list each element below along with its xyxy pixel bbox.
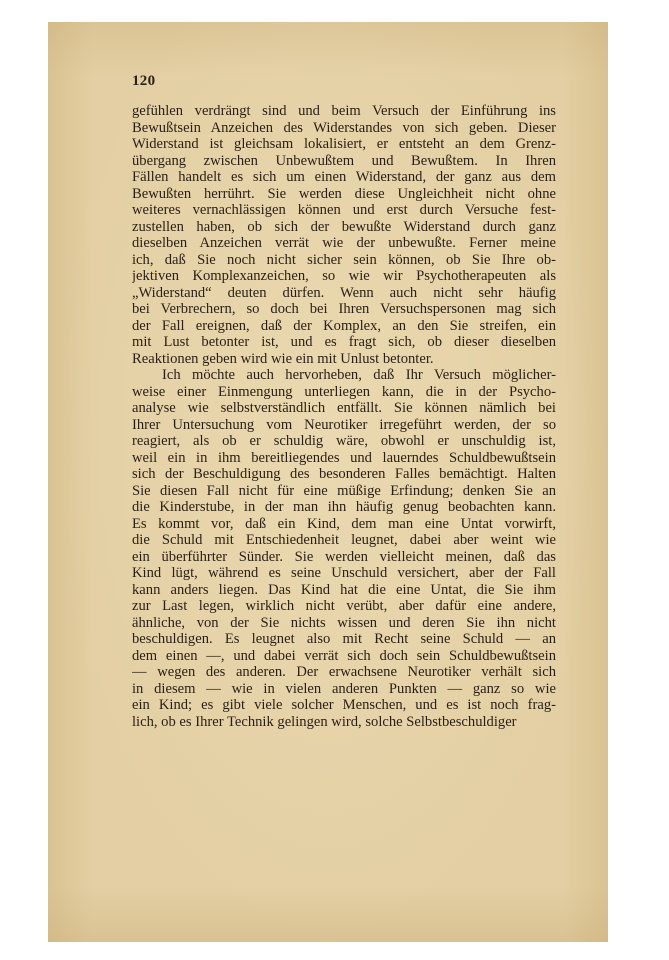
text-line: Bewußten herrührt. Sie werden diese Ungleichheit nicht ohne [132,185,556,202]
text-line: Bewußtsein Anzeichen des Widerstandes von sich geben. Dieser [132,119,556,136]
page-number: 120 [132,73,156,89]
text-line: zur Last legen, wirklich nicht verübt, aber dafür eine andere, [132,598,556,614]
paragraph [132,367,556,730]
body-text [132,103,556,730]
text-line: Ich möchte auch hervorheben, daß Ihr Versuch möglicher- [162,367,556,383]
text-line: reagiert, als ob er schuldig wäre, obwohl er unschuldig ist, [132,433,556,449]
text-line: Reaktionen geben wird wie ein mit Unlust betonter. [132,350,434,367]
text-line: weiteres vernachlässigen können und erst durch Versuche fest- [132,202,556,218]
text-line: Widerstand ist gleichsam lokalisiert, er entsteht an dem Grenz- [132,136,556,152]
text-line: analyse wie selbstverständlich entfällt. Sie können nämlich bei [132,400,556,416]
text-line: jektiven Komplexanzeichen, so wie wir Psychotherapeuten als [132,268,556,284]
text-line: weise einer Einmengung unterliegen kann, die in der Psycho- [132,383,556,400]
text-line: Sie diesen Fall nicht für eine müßige Erfindung; denken Sie an [132,482,556,499]
text-line: dieselben Anzeichen verrät wie der unbewußte. Ferner meine [132,235,556,251]
text-line: Ihrer Untersuchung vom Neurotiker irregeführt werden, der so [132,416,556,433]
text-line: der Fall ereignen, daß der Komplex, an den Sie streifen, ein [132,317,556,334]
text-line: „Widerstand“ deuten dürfen. Wenn auch nicht sehr häufig [132,284,556,301]
text-line: die Kinderstube, in der man ihn häufig genug beobachten kann. [132,499,556,515]
text-line: bei Verbrechern, so doch bei Ihren Versuchspersonen mag sich [132,301,556,317]
text-line: übergang zwischen Unbewußtem und Bewußtem. In Ihren [132,152,556,169]
text-line: — wegen des anderen. Der erwachsene Neurotiker verhält sich [132,664,556,680]
text-line: beschuldigen. Es leugnet also mit Recht seine Schuld — an [132,631,556,647]
text-line: die Schuld mit Entschiedenheit leugnet, dabei aber weint wie [132,532,556,548]
text-line: sich der Beschuldigung des besonderen Falles bemächtigt. Halten [132,466,556,482]
text-line: weil ein in ihm bereitliegendes und lauerndes Schuldbewußtsein [132,449,556,466]
text-line: dem einen —, und dabei verrät sich doch sein Schuldbewußtsein [132,647,556,664]
text-line: in diesem — wie in vielen anderen Punkten — ganz so wie [132,680,556,697]
text-line: gefühlen verdrängt sind und beim Versuch der Einführung ins [132,103,556,119]
paragraph [132,103,556,367]
text-line: mit Lust betonter ist, und es fragt sich, ob dieser dieselben [132,334,556,350]
text-line: Fällen handelt es sich um einen Widerstand, der ganz aus dem [132,169,556,185]
text-line: kann anders liegen. Das Kind hat die eine Untat, die Sie ihm [132,581,556,598]
text-line: Es kommt vor, daß ein Kind, dem man eine Untat vorwirft, [132,515,556,532]
text-line: ein überführter Sünder. Sie werden vielleicht meinen, daß das [132,548,556,565]
text-line: ich, daß Sie noch nicht sicher sein können, ob Sie Ihre ob- [132,251,556,268]
text-line: Kind lügt, während es seine Unschuld versichert, aber der Fall [132,565,556,581]
text-line: ähnliche, von der Sie nichts wissen und deren Sie ihn nicht [132,614,556,631]
text-line: zustellen haben, ob sich der bewußte Widerstand durch ganz [132,218,556,235]
text-line: lich, ob es Ihrer Technik gelingen wird, solche Selbstbeschuldiger [132,713,517,730]
text-line: ein Kind; es gibt viele solcher Menschen, und es ist noch frag- [132,697,556,713]
